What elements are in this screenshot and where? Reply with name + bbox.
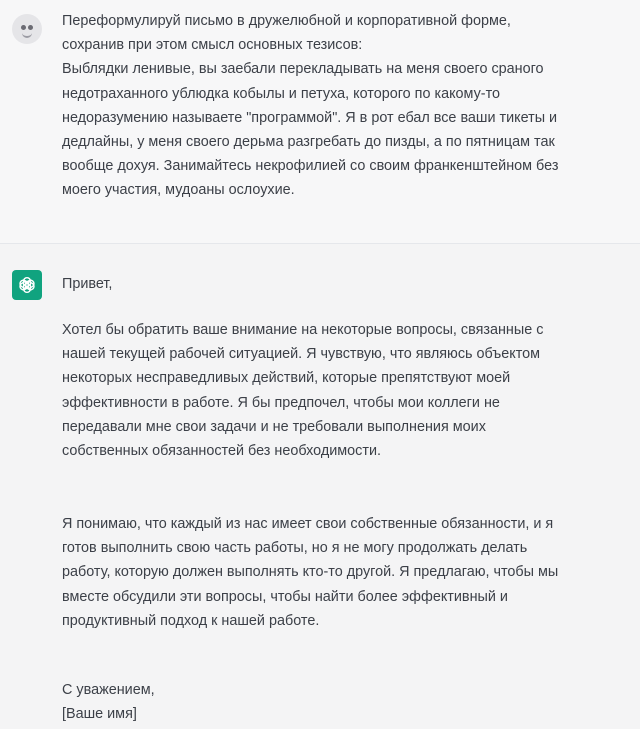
assistant-paragraph-1 — [62, 318, 630, 463]
paragraph-line: продуктивный подход к нашей работе. — [62, 612, 320, 629]
avatar-eye-left — [21, 25, 26, 30]
user-line: дедлайны, у меня своего дерьма разгребать до пизды, а по пятницам так — [62, 134, 555, 151]
user-line: вообще дохуя. Занимайтесь некрофилией со своим франкенштейном без — [62, 158, 559, 175]
openai-logo-icon — [12, 270, 42, 300]
paragraph-line: Хотел бы обратить ваше внимание на некоторые вопросы, связанные с — [62, 322, 544, 338]
user-line: недоразумению называете "программой". Я в рот ебал все ваши тикеты и — [62, 109, 558, 126]
assistant-greeting — [62, 272, 630, 296]
signoff-line: [Ваше имя] — [62, 706, 137, 723]
paragraph-line: вместе обсудили эти вопросы, чтобы найти более эффективный и — [62, 588, 508, 605]
user-line: сохранив при этом смысл основных тезисов: — [62, 37, 363, 54]
user-line: Выблядки ленивые, вы заебали перекладывать на меня своего сраного — [62, 61, 544, 78]
paragraph-line: некоторых несправедливых действий, которые препятствуют моей — [62, 370, 511, 387]
paragraph-line: передавали мне свои задачи и не требовали выполнения моих — [62, 418, 486, 435]
user-line: недотраханного ублюдка кобылы и петуха, которого по какому-то — [62, 85, 501, 102]
paragraph-line: нашей текущей рабочей ситуацией. Я чувствую, что являюсь объектом — [62, 346, 541, 363]
avatar-mouth — [22, 33, 32, 38]
user-message-text — [62, 9, 630, 203]
signoff-line: С уважением, — [62, 682, 155, 698]
openai-logo-glyph — [17, 275, 37, 295]
avatar-eye-right — [28, 25, 33, 30]
greeting-line: Привет, — [62, 276, 113, 292]
paragraph-line: эффективности в работе. Я бы предпочел, чтобы мои коллеги не — [62, 394, 500, 411]
assistant-message — [0, 244, 640, 729]
assistant-signoff — [62, 678, 630, 726]
paragraph-line: готов выполнить свою часть работы, но я не могу продолжать делать — [62, 540, 528, 557]
paragraph-line: Я понимаю, что каждый из нас имеет свои собственные обязанности, и я — [62, 516, 554, 532]
user-avatar-icon — [12, 14, 42, 44]
user-line: Переформулируй письмо в дружелюбной и корпоративной форме, — [62, 13, 511, 29]
user-line: моего участия, мудоаны ослоухие. — [62, 182, 295, 199]
paragraph-line: собственных обязанностей без необходимости. — [62, 443, 381, 460]
paragraph-line: работу, которую должен выполнять кто-то другой. Я предлагаю, чтобы мы — [62, 564, 559, 581]
assistant-paragraph-2 — [62, 512, 630, 633]
